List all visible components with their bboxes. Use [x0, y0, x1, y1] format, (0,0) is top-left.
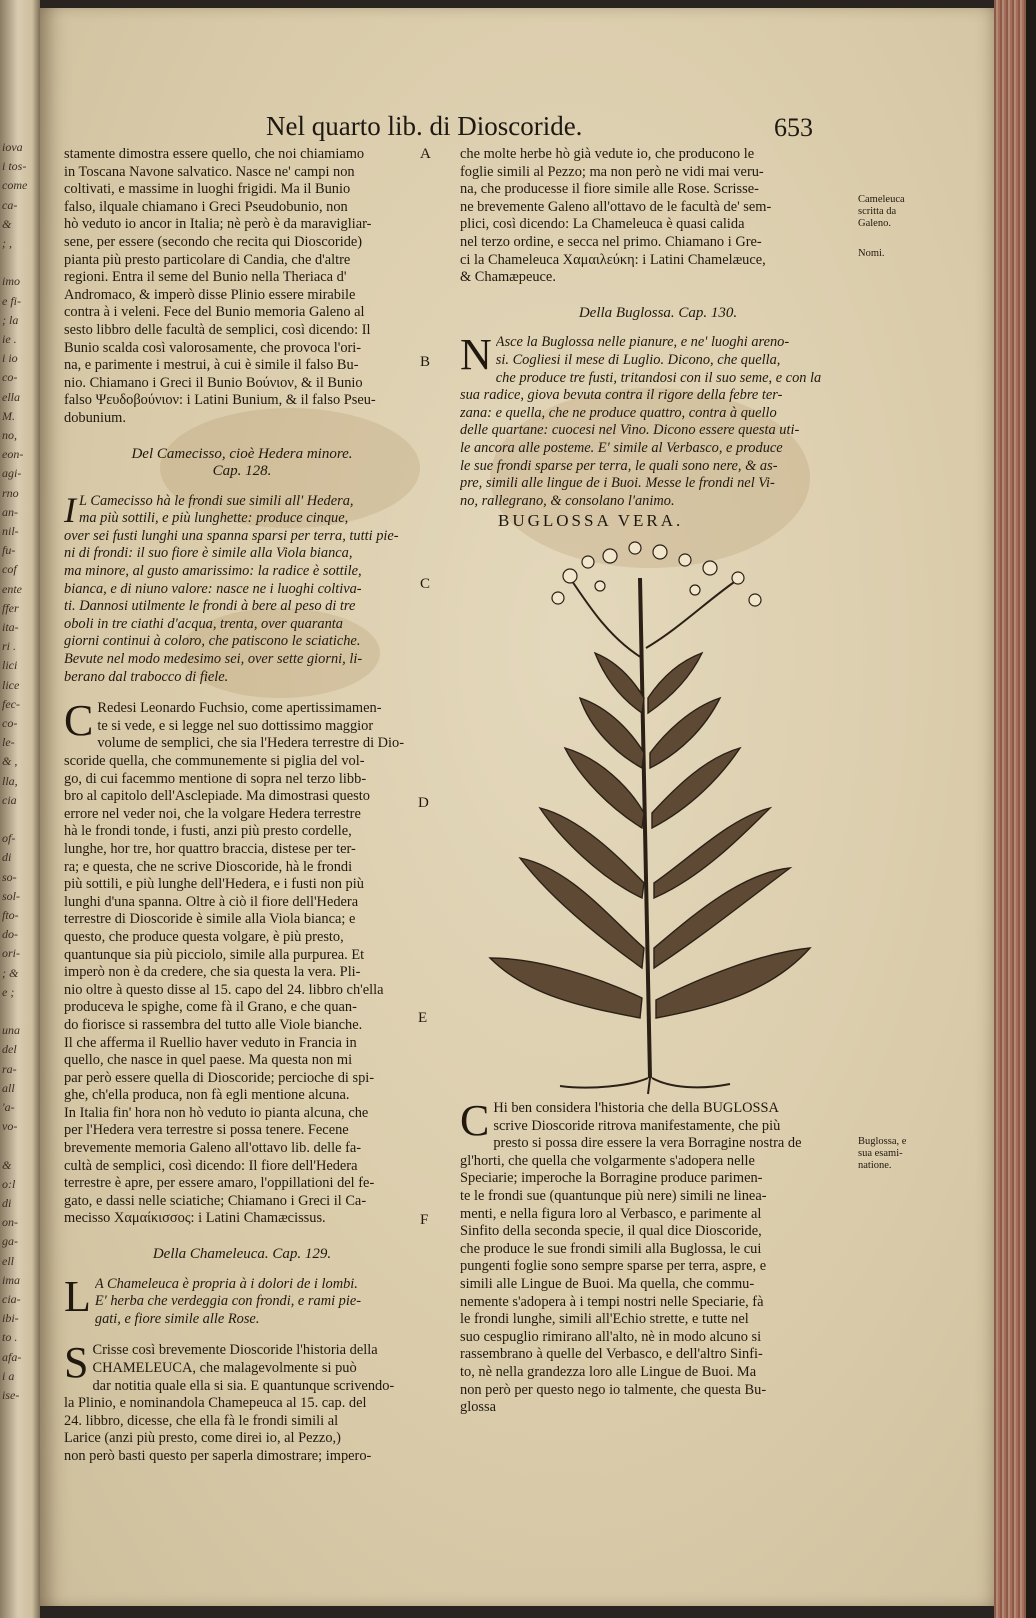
text-line: nio. Chiamano i Greci il Bunio Βούνιον, & il Bunio — [64, 374, 363, 391]
note-line: Galeno. — [858, 218, 891, 229]
text-line: Il che afferma il Ruellio haver veduto in Francia in — [64, 1034, 357, 1051]
text-line: Larice (anzi più presto, come direi io, al Pezzo,) — [64, 1430, 341, 1447]
text-line: pianta più presto particolare di Candia, che d'altre — [64, 251, 351, 268]
commentary-buglossa — [460, 1096, 856, 1417]
text-line: stamente dimostra essere quello, che noi chiamiamo — [64, 146, 365, 162]
text-line: simili alle Lingue de Buoi. Ma quella, che commu- — [460, 1275, 755, 1292]
drop-cap: C — [64, 696, 94, 746]
left-page-fragment: i tos- — [2, 159, 27, 174]
text-line: cultà de semplici, così dicendo: Il fiore dell'Hedera — [64, 1157, 358, 1174]
text-line: produceva le spighe, come fà il Grano, e che quan- — [64, 999, 357, 1016]
text-line: nel terzo ordine, e secca nel primo. Chiamano i Gre- — [460, 233, 762, 250]
left-page-fragment: e fi- — [2, 293, 21, 308]
text-line: L Camecisso hà le frondi sue simili all' Hedera, — [79, 492, 354, 509]
left-page-fragment: ita- — [2, 620, 19, 634]
left-page-fragment: ra- — [2, 1061, 17, 1076]
text-line: lunghe, hor tre, hor quattro braccia, distese per ter- — [64, 840, 356, 857]
left-page-fragment: co- — [2, 370, 18, 385]
text-line: le frondi lunghe, simili all'Echio strette, e tutte nel — [460, 1311, 749, 1328]
note-line: natione. — [858, 1160, 892, 1171]
text-line: sesto libbro delle facultà de semplici, così dicendo: Il — [64, 321, 371, 338]
text-line: Bevute nel modo medesimo sei, over sette giorni, li- — [64, 651, 363, 668]
left-page-fragment: imo — [2, 274, 20, 289]
left-page-fragment: cia — [2, 792, 17, 807]
margin-letter-e: E — [418, 1010, 428, 1026]
text-line: Hi ben considera l'historia che della BUGLOSSA — [493, 1100, 779, 1116]
buglossa-woodcut-illustration — [470, 538, 830, 1098]
text-line: go, di cui facemmo mentione di sopra nel terzo libb- — [64, 770, 367, 787]
left-page-fragment: on- — [2, 1215, 18, 1230]
text-line: ni di frondi: il suo fiore è simile alla Viola bianca, — [64, 545, 353, 562]
left-column — [64, 146, 420, 1466]
left-page-fragment: ibi- — [2, 1311, 19, 1326]
text-line: per l'Hedera vera terrestre si possa tenere. Fecene — [64, 1122, 349, 1139]
text-line: Andromaco, & imperò disse Plinio essere mirabile — [64, 286, 356, 303]
left-page-fragment: ga- — [2, 1234, 18, 1249]
left-page-fragment: cia- — [2, 1292, 21, 1306]
left-page-fragment: le- — [2, 735, 15, 750]
text-line: terrestre di Dioscoride è simile alla Viola bianca; e — [64, 911, 356, 928]
text-line: rassembrano à quelle del Verbasco, e dell'altro Sinfi- — [460, 1346, 763, 1363]
left-page-fragment: lici — [2, 658, 18, 673]
left-page-fragment: agi- — [2, 466, 22, 481]
text-line: oboli in tre ciathi d'acqua, trenta, over quaranta — [64, 615, 344, 632]
text-line: no, rallegrano, & consolano l'animo. — [460, 492, 675, 509]
text-line: CHAMELEUCA, che malagevolmente si può — [92, 1360, 357, 1376]
chapter-title-128 — [64, 446, 420, 481]
text-line: che molte herbe hò già vedute io, che producono le — [460, 146, 755, 162]
left-page-fragment: co- — [2, 716, 18, 730]
chapter-128-heading: Del Camecisso, cioè Hedera minore. — [131, 445, 353, 462]
text-line: terrestre è apre, per essere amaro, l'oppillationi del fe- — [64, 1175, 375, 1192]
text-line: pre, simili alle lingue de i Buoi. Messe le frondi nel Vi- — [460, 475, 775, 492]
left-page-fragment: so- — [2, 869, 17, 884]
text-line: presto si possa dire essere la vera Borragine nostra de — [493, 1135, 802, 1152]
text-line: regioni. Entra il seme del Bunio nella Theriaca d' — [64, 269, 347, 286]
text-line: bro al capitolo dell'Asclepiade. Ma dimostrasi questo — [64, 788, 370, 805]
left-page-fragment: ; , — [2, 236, 12, 250]
drop-cap: N — [460, 330, 492, 380]
text-line: Asce la Buglossa nelle pianure, e ne' luoghi areno- — [495, 334, 790, 351]
paragraph-chameleuca-cont — [460, 146, 856, 287]
text-line: si. Cogliesi il mese di Luglio. Dicono, che quella, — [495, 351, 781, 368]
left-page-fragment: una — [2, 1023, 20, 1038]
margin-note-chameleuca — [858, 194, 905, 230]
left-page-fragment: & , — [2, 754, 18, 769]
chapter-title-129: Della Chameleuca. Cap. 129. — [152, 1246, 332, 1263]
text-line: in Toscana Navone salvatico. Nasce ne' campi non — [64, 163, 355, 180]
left-page-fragment: ise- — [2, 1388, 20, 1402]
text-line: hà le frondi tonde, i fusti, anzi più presto cordelle, — [64, 823, 352, 840]
page-number: 653 — [774, 113, 813, 142]
note-line: sua esami- — [858, 1148, 903, 1159]
left-page-fragment: ente — [2, 581, 22, 596]
commentary-camecisso — [64, 696, 420, 1228]
text-line: A Chameleuca è propria à i dolori de i lombi. — [94, 1275, 358, 1292]
margin-letter-a: A — [420, 146, 431, 162]
text-line: dar notitia quale ella si sia. E quantunque scrivendo- — [92, 1377, 395, 1394]
left-page-fragment: to . — [2, 1330, 18, 1345]
margin-letter-c: C — [420, 576, 431, 592]
text-line: ti. Dannosi utilmente le frondi à bere al peso di tre — [64, 598, 356, 615]
text-line: te si vede, e si legge nel suo dottissimo maggior — [97, 717, 374, 734]
drop-cap: C — [460, 1096, 490, 1145]
left-page-fragment: & — [2, 216, 12, 231]
left-page-fragment: afa- — [2, 1349, 22, 1364]
text-line: menti, e nella figura loro al Verbasco, e parimente al — [460, 1205, 762, 1222]
text-line: questo, che produce questa volgare, è più presto, — [64, 928, 344, 945]
text-line: gl'horti, che quella che volgarmente s'adopera nelle — [460, 1152, 755, 1169]
left-page-fragment: iova — [2, 140, 23, 154]
text-line: le ancora alle posteme. E' simile al Verbasco, e produce — [460, 439, 783, 456]
left-page-fragment: o:l — [2, 1176, 16, 1191]
text-line: na, che producesse il fiore simile alle Rose. Scrisse- — [460, 181, 759, 198]
paragraph-bunio — [64, 146, 420, 428]
page-fore-edge — [994, 0, 1026, 1618]
text-line: coltivati, e massime in luoghi frigidi. Ma il Bunio — [64, 181, 351, 198]
chapter-128-number: Cap. 128. — [212, 463, 272, 480]
left-page-fragment: ella — [2, 389, 20, 404]
left-page-fragment: no, — [2, 428, 17, 442]
left-page-fragment: i io — [2, 351, 18, 366]
text-line: non però per questo nego io talmente, che questa Bu- — [460, 1381, 767, 1398]
text-line: plici, così dicendo: La Chameleuca è quasi calida — [460, 216, 745, 233]
left-page-fragment: all — [2, 1080, 15, 1095]
text-line: la Plinio, e nominandola Chamepeuca al 15. cap. del — [64, 1395, 367, 1412]
left-page-fragment: ri . — [2, 639, 17, 654]
left-page-fragment: e ; — [2, 984, 15, 999]
left-page-fragment: sol- — [2, 888, 20, 903]
left-page-fragment: vo- — [2, 1119, 18, 1134]
drop-cap: S — [64, 1338, 89, 1388]
left-page-fragment: of- — [2, 831, 16, 846]
text-line: nio oltre à questo disse al 15. capo del 24. libbro ch'ella — [64, 981, 384, 998]
right-column-lower — [460, 1096, 856, 1417]
text-line: gati, e fiore simile alle Rose. — [94, 1310, 260, 1327]
scan-border — [1026, 0, 1036, 1618]
text-line: ma più sottili, e più lunghette: produce cinque, — [79, 510, 349, 527]
text-line: falso, ilquale chiamano i Greci Pseudobunio, non — [64, 198, 348, 215]
left-page-fragment: rno — [2, 485, 19, 500]
margin-note-buglossa — [858, 1136, 906, 1172]
text-line: par però essere quella di Dioscoride; percioche di spi- — [64, 1069, 375, 1086]
page-title: Nel quarto lib. di Dioscoride. — [266, 111, 583, 141]
text-line: Sinfito della seconda specie, il qual dice Dioscoride, — [460, 1223, 762, 1240]
text-line: delle quartane: cuocesi nel Vino. Dicono essere questa uti- — [460, 422, 800, 439]
text-line: errore nel veder noi, che la volgare Hedera terrestre — [64, 805, 361, 822]
left-page-fragment: lice — [2, 677, 20, 692]
left-page-fragment: come — [2, 178, 28, 193]
note-line: Cameleuca — [858, 194, 905, 205]
left-page-fragment: ; la — [2, 312, 19, 327]
left-page-fragment: M. — [2, 408, 15, 423]
text-line: foglie simili al Pezzo; ma non però ne vidi mai veru- — [460, 163, 764, 180]
text-line: volume de semplici, che sia l'Hedera terrestre di Dio- — [97, 735, 405, 752]
left-page-fragment: do- — [2, 927, 18, 942]
text-line: 24. libbro, dicesse, che ella fà le frondi simili al — [64, 1412, 339, 1429]
commentary-chameleuca — [64, 1338, 420, 1465]
left-page-fragment: ca- — [2, 197, 18, 212]
text-line: sua radice, giova bevuta contra il rigore della febre ter- — [460, 387, 783, 404]
text-line: mecisso Χαμαίκισσος: i Latini Chamæcissus. — [64, 1210, 326, 1227]
text-line: Redesi Leonardo Fuchsio, come apertissimamen- — [97, 700, 382, 717]
left-page-fragment: ; & — [2, 965, 19, 980]
left-page-fragment: 'a- — [2, 1100, 15, 1114]
text-line: quello, che nasce in quel paese. Ma questa non mi — [64, 1052, 353, 1069]
left-page-fragment: an- — [2, 504, 18, 519]
text-line: scrive Dioscoride ritrova manifestamente, che più — [493, 1117, 781, 1134]
text-line: & Chamæpeuce. — [460, 269, 556, 286]
left-page-fragment: ffer — [2, 600, 19, 615]
text-line: Speciarie; imperoche la Borragine produce parimen- — [460, 1170, 763, 1187]
text-line: Crisse così brevemente Dioscoride l'historia della — [92, 1342, 378, 1359]
text-line: brevemente memoria Galeno all'ottavo lib. delle fa- — [64, 1140, 362, 1157]
chapter-128-text — [64, 489, 420, 687]
text-line: gato, e dassi nelle sciatiche; Chiamano i Greci il Ca- — [64, 1192, 367, 1209]
text-line: glossa — [460, 1399, 496, 1416]
text-line: ma minore, al gusto amarissimo: la radice è sottile, — [64, 563, 362, 580]
left-page-fragment: ori- — [2, 946, 20, 961]
text-line: over sei fusti lunghi una spanna sparsi per terra, tutti pie- — [64, 527, 399, 544]
chapter-130-text — [460, 330, 856, 510]
left-page-fragment: di — [2, 1196, 12, 1210]
left-page-fragment: eon- — [2, 447, 24, 462]
text-line: che produce le sue frondi simili alla Buglossa, le cui — [460, 1240, 762, 1257]
text-line: lunghi d'una spanna. Oltre à ciò il fiore dell'Hedera — [64, 893, 359, 910]
text-line: In Italia fin' hora non hò veduto io pianta alcuna, che — [64, 1104, 369, 1121]
text-line: giorni continui à coloro, che patiscono le sciatiche. — [64, 633, 361, 650]
margin-letter-b: B — [420, 354, 431, 370]
text-line: falso Ψευδοβούνιον: i Latini Bunium, & il falso Pseu- — [64, 392, 376, 409]
text-line: dobunium. — [64, 409, 126, 426]
note-line: Buglossa, e — [858, 1136, 907, 1147]
text-line: quantunque sia più picciolo, simile alla purpurea. Et — [64, 946, 365, 963]
left-page-fragment: nil- — [2, 524, 19, 538]
figure-title: BUGLOSSA VERA. — [498, 511, 684, 530]
text-line: do fiorisce si rassembra del tutto alle Viole bianche. — [64, 1016, 363, 1033]
text-line: ra; e questa, che ne scrive Dioscoride, hà le frondi — [64, 858, 353, 875]
text-line: più sottili, e più lunghe dell'Hedera, e i fusti non più — [64, 876, 364, 893]
text-line: scoride quella, che communemente si piglia del vol- — [64, 753, 365, 769]
drop-cap: I — [64, 489, 76, 530]
left-page-fragment: ie . — [2, 332, 17, 346]
text-line: bianca, e di niuno valore: nasce ne i luoghi coltiva- — [64, 580, 362, 597]
text-line: hò veduto io ancor in Italia; nè però è da maravigliar- — [64, 216, 372, 233]
left-page-fragment: fto- — [2, 908, 19, 922]
text-line: zana: e quella, che ne produce quattro, contra à quello — [460, 404, 777, 421]
left-page-fragment: del — [2, 1042, 17, 1057]
margin-note-nomi: Nomi. — [858, 248, 885, 259]
left-page-fragment: ell — [2, 1253, 14, 1268]
margin-letter-f: F — [420, 1212, 429, 1228]
left-page-fragment: di — [2, 850, 12, 865]
text-line: ne brevemente Galeno all'ottavo de le facultà de' sem- — [460, 198, 772, 215]
book-page — [40, 8, 995, 1606]
text-line: contra à i veleni. Fece del Bunio memoria Galeno al — [64, 304, 365, 321]
text-line: ci la Chameleuca Χαμαιλεύκη: i Latini Chamelæuce, — [460, 251, 766, 268]
drop-cap: L — [64, 1271, 91, 1321]
text-line: na, e parimente i mestrui, à cui è simile il falso Bu- — [64, 357, 359, 374]
left-page-fragment: ima — [2, 1272, 20, 1287]
left-page-fragment: & — [2, 1157, 12, 1172]
text-line: ghe, ch'ella produca, non fà egli mentione alcuna. — [64, 1087, 350, 1104]
text-line: nemente s'adopera à i tempi nostri nelle Speciarie, fà — [460, 1293, 764, 1310]
text-line: sene, per essere (secondo che recita qui Dioscoride) — [64, 233, 363, 250]
text-line: le sue frondi sparse per terra, le quali sono nere, & as- — [460, 457, 778, 474]
text-line: suo cespuglio rimirano all'alto, nè in modo alcuno si — [460, 1328, 762, 1345]
chapter-129-text — [64, 1271, 420, 1329]
chapter-title-130: Della Buglossa. Cap. 130. — [578, 304, 738, 321]
text-line: che produce tre fusti, tritandosi con il suo seme, e con la — [495, 369, 822, 386]
text-line: berano dal trabocco di fiele. — [64, 668, 229, 685]
right-column — [460, 146, 856, 510]
text-line: Bunio scalda così valorosamente, che provoca l'ori- — [64, 339, 362, 356]
margin-letter-d: D — [418, 795, 429, 811]
text-line: E' herba che verdeggia con frondi, e rami pie- — [94, 1293, 362, 1310]
text-line: pungenti foglie sono sempre sparse per terra, aspre, e — [460, 1258, 767, 1275]
left-page-edge — [0, 0, 40, 1618]
left-page-fragment: fec- — [2, 696, 20, 711]
text-line: te le frondi sue (quantunque più nere) simili ne linea- — [460, 1187, 767, 1204]
note-line: scritta da — [858, 206, 897, 217]
left-page-fragment: lla, — [2, 773, 18, 788]
left-page-fragment: fu- — [2, 543, 16, 558]
text-line: imperò non è da credere, che sia questa la vera. Pli- — [64, 964, 361, 981]
text-line: to, nè nella grandezza loro alle Lingue de Buoi. Ma — [460, 1363, 757, 1380]
left-page-fragment: cof — [2, 562, 17, 577]
text-line: non però basti questo per saperla dimostrare; impero- — [64, 1447, 372, 1464]
left-page-fragment: i a — [2, 1368, 15, 1383]
